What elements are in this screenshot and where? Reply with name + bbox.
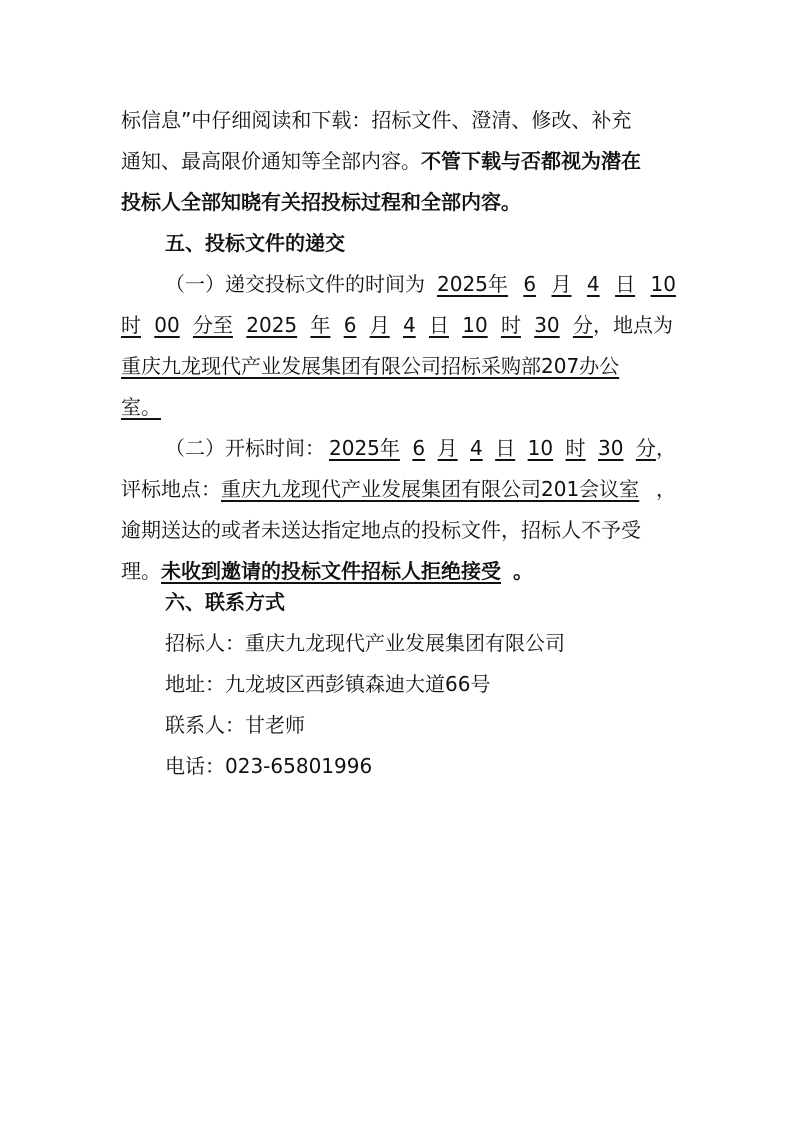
section-6-heading: 六、联系方式	[165, 590, 285, 614]
intro-line-2	[121, 141, 676, 182]
item-1-time-part-2: 时 00 分至 2025 年 6 月 4 日 10 时 30 分	[121, 313, 593, 337]
item-2-place: 重庆九龙现代产业发展集团有限公司201会议室	[221, 477, 640, 501]
item-2-line-3	[121, 510, 676, 551]
item-2-place-label: 评标地点：	[121, 477, 221, 501]
item-2-line-1	[121, 428, 676, 469]
item-1-prefix: （一）递交投标文件的时间为	[165, 272, 425, 296]
item-1-place-prefix: ，地点为	[593, 313, 673, 337]
intro-bold-text-3: 投标人全部知晓有关招投标过程和全部内容。	[121, 190, 521, 214]
intro-paragraph	[121, 100, 676, 223]
item-1-line-4	[121, 387, 676, 428]
item-2-place-comma: ，	[656, 477, 676, 501]
intro-text-1: 标信息”中仔细阅读和下载：招标文件、澄清、修改、补充	[121, 108, 632, 132]
contact-line: 联系人：甘老师	[165, 713, 305, 737]
item-2-text-3: 逾期送达的或者未送达指定地点的投标文件，招标人不予受	[121, 518, 641, 542]
item-2-period: 。	[513, 559, 533, 583]
intro-text-2: 通知、最高限价通知等全部内容。	[121, 149, 421, 173]
intro-bold-text-2: 不管下载与否都视为潜在	[421, 149, 641, 173]
item-1-line-2	[121, 305, 676, 346]
section-6	[121, 582, 676, 787]
item-2-text-4: 理。	[121, 559, 161, 583]
intro-line-3	[121, 182, 676, 223]
item-2-time: 2025年 6 月 4 日 10 时 30 分	[329, 436, 656, 460]
address-line: 地址：九龙坡区西彭镇森迪大道66号	[165, 672, 491, 696]
tenderer-line: 招标人：重庆九龙现代产业发展集团有限公司	[165, 631, 565, 655]
item-2-bold-text: 未收到邀请的投标文件招标人拒绝接受	[161, 559, 501, 583]
item-1-line-1	[121, 264, 676, 305]
item-1-time-part-1: 2025年 6 月 4 日 10	[437, 272, 676, 296]
intro-line-1	[121, 100, 676, 141]
item-2-prefix: （二）开标时间：	[165, 436, 325, 460]
item-1-place-end: 室。	[121, 395, 161, 419]
item-1-place: 重庆九龙现代产业发展集团有限公司招标采购部207办公	[121, 354, 620, 378]
item-2-underline-gap	[501, 559, 513, 583]
section-5	[121, 223, 676, 592]
section-5-heading: 五、投标文件的递交	[165, 231, 345, 255]
item-2-comma: ，	[656, 436, 676, 460]
item-2-line-2	[121, 469, 676, 510]
item-1-line-3	[121, 346, 676, 387]
phone-line: 电话：023-65801996	[165, 754, 373, 778]
